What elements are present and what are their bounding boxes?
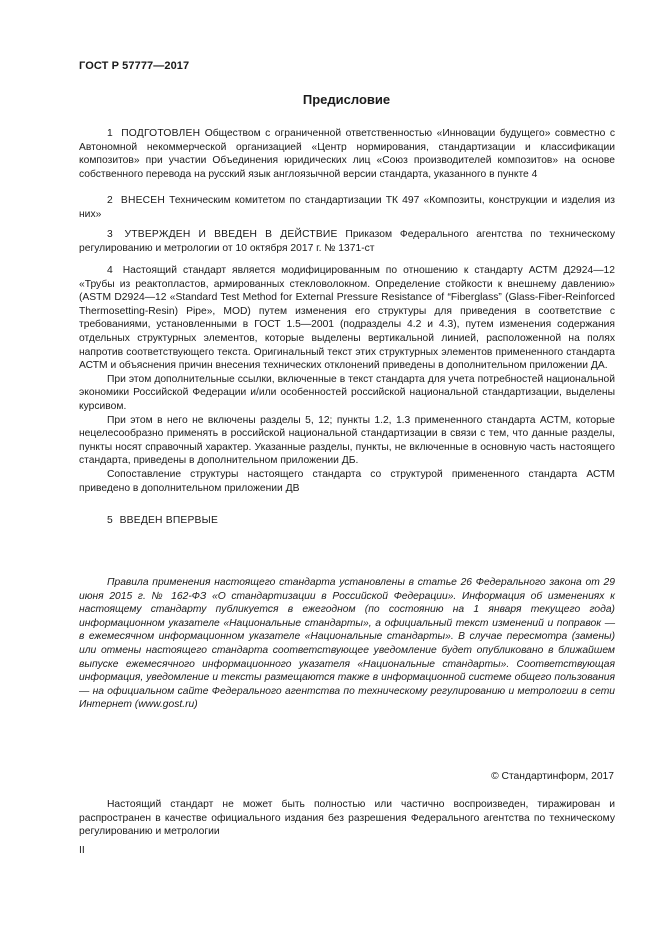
rules-notice-text: Правила применения настоящего стандарта установлены в статье 26 Федерального закона от 29 июня 2015 г. № 162-ФЗ «О стандартизации в Российской Федерации». Информация об изменениях к настоящему стандарту публикуется в ежегодном (по состоянию на 1 января текущего года) информационном указателе «Национальные стандарты», а официальный текст изменений и поправок — в ежемесячном информационном указателе «Национальные стандарты». В случае пересмотра (замены) или отмены настоящего стандарта соответствующее уведомление будет опубликовано в ближайшем выпуске ежемесячного информационного указателя «Национальные стандарты». Соответствующая информация, уведомление и тексты размещаются также в информационной системе общего пользования — на официальном сайте Федерального агентства по техническому регулированию и метрологии в сети Интернет (www.gost.ru) — [79, 577, 615, 711]
foreword-item-1 — [79, 127, 615, 181]
item-number: 4 — [107, 265, 113, 276]
item-text: Настоящий стандарт является модифицированным по отношению к стандарту АСТМ Д2924—12 «Трубы из реактопластов, армированных стекловолокном. Определение стойкости к внешнему давлению» (ASTM D2924—12 «Standard Test Method for External Pressure Resistance of “Fiberglass” (Glass-Fiber-Reinforced Thermosetting-Resin) Pipe», MOD) путем изменения его структуры для приведения в соответствие с требованиями, установленными в ГОСТ 1.5—2001 (подразделы 4.2 и 4.3), путем изменения содержания отдельных структурных элементов, которые выделены вертикальной линией, расположенной на полях напротив соответствующего текста. Оригинальный текст этих структурных элементов примененного стандарта АСТМ и объяснения причин внесения технических отклонений приведены в дополнительном приложении ДА. — [79, 265, 615, 372]
item-label: ПОДГОТОВЛЕН — [121, 128, 201, 139]
item-label: ВНЕСЕН — [120, 195, 166, 206]
foreword-item-3 — [79, 228, 615, 255]
item-text: Обществом с ограниченной ответственностью «Инновации будущего» совместно с Автономной некоммерческой организацией «Центр нормирования, стандартизации и классификации композитов» при участии Объединения юридических лиц «Союз производителей композитов» на основе собственного перевода на русский язык англоязычной версии стандарта, указанного в пункте 4 — [79, 128, 615, 180]
reproduction-notice — [79, 798, 615, 839]
item-text: Приказом Федерального агентства по техническому регулированию и метрологии от 10 октября 2017 г. № 1371-ст — [79, 229, 615, 254]
page-number: II — [79, 845, 85, 856]
foreword-item-2 — [79, 194, 615, 221]
page-title-text: Предисловие — [302, 92, 391, 107]
foreword-item-5 — [79, 514, 615, 528]
item-number: 5 — [107, 515, 113, 526]
item-text: Техническим комитетом по стандартизации ТК 497 «Композиты, конструкции и изделия из них» — [79, 195, 615, 220]
standard-code-header: ГОСТ Р 57777—2017 — [79, 60, 190, 72]
rules-notice — [79, 576, 615, 712]
reproduction-notice-text: Настоящий стандарт не может быть полностью или частично воспроизведен, тиражирован и распространен в качестве официального издания без разрешения Федерального агентства по техническому регулированию и метрологии — [79, 799, 615, 838]
item-4-extra-3: Сопоставление структуры настоящего стандарта со структурой примененного стандарта АСТМ приведено в дополнительном приложении ДВ — [79, 468, 615, 494]
item-label: ВВЕДЕН ВПЕРВЫЕ — [119, 515, 219, 526]
item-4-extra-2: При этом в него не включены разделы 5, 12; пункты 1.2, 1.3 примененного стандарта АСТМ, которые нецелесообразно применять в российской национальной стандартизации в связи с тем, что данные разделы, пункты носят справочный характер. Указанные разделы, пункты, не включенные в основную часть настоящего стандарта, приведены в дополнительном приложении ДБ. — [79, 414, 615, 467]
page-title — [0, 92, 661, 107]
item-number: 3 — [107, 229, 113, 240]
item-number: 1 — [107, 128, 113, 139]
item-4-extra-1: При этом дополнительные ссылки, включенные в текст стандарта для учета потребностей национальной экономики Российской Федерации и/или особенностей российской национальной стандартизации, выделены курсивом. — [79, 373, 615, 412]
copyright: © Стандартинформ, 2017 — [491, 771, 614, 782]
foreword-item-4 — [79, 264, 615, 495]
item-label: УТВЕРЖДЕН И ВВЕДЕН В ДЕЙСТВИЕ — [124, 229, 338, 240]
item-number: 2 — [107, 195, 113, 206]
